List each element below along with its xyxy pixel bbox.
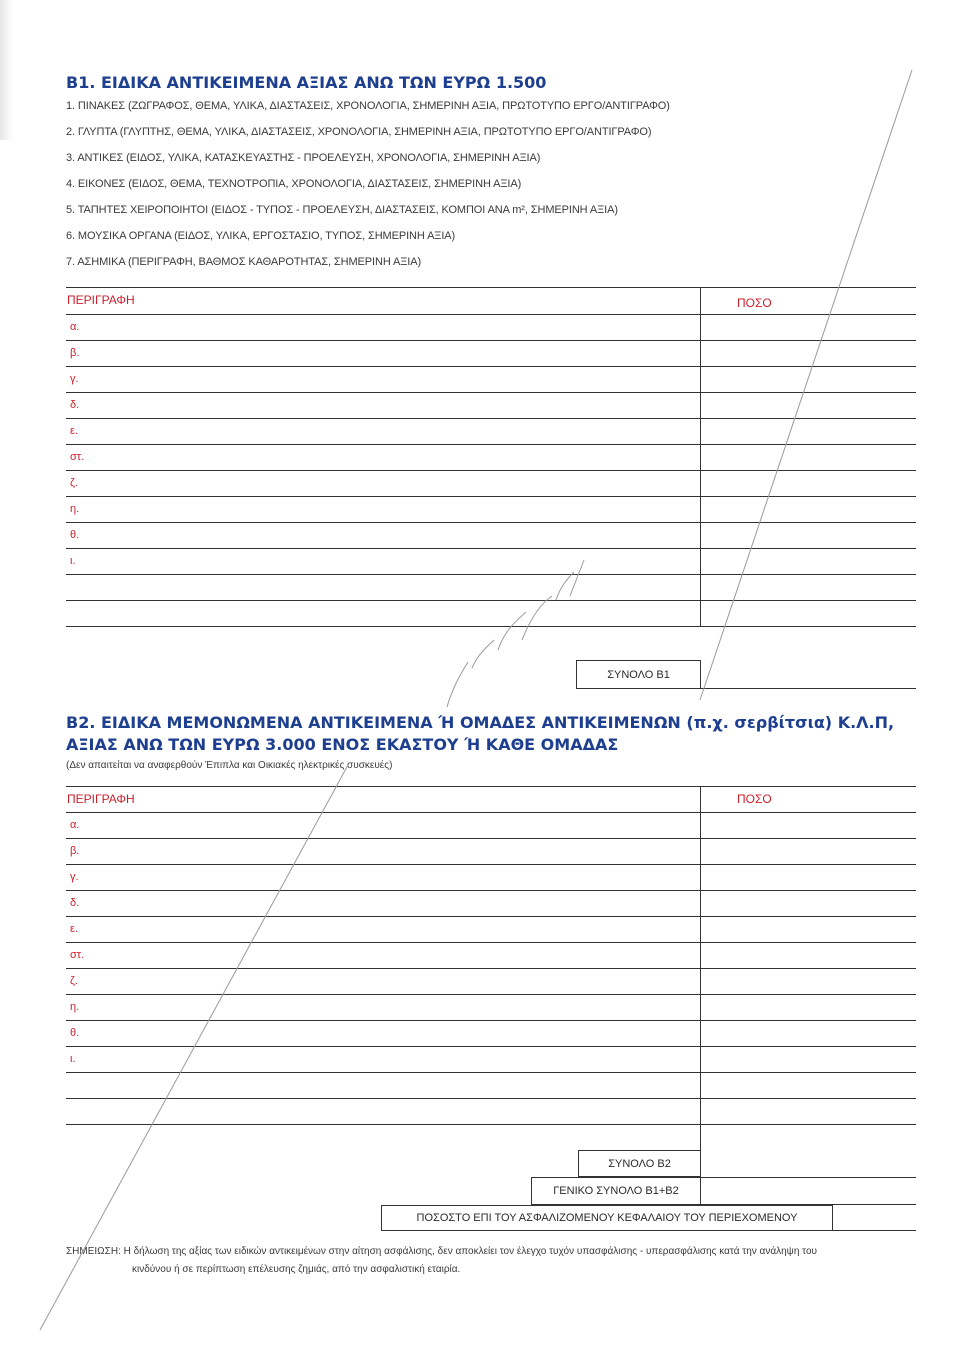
b2-row-label: γ. — [70, 871, 79, 883]
b1-row-label: ι. — [70, 555, 76, 567]
b2-row-label: η. — [70, 1001, 80, 1013]
b1-col-amount: ΠΟΣΟ — [737, 296, 772, 310]
b2-row-label: ζ. — [70, 975, 78, 987]
b1-row-label: η. — [70, 503, 80, 515]
b2-row-label: στ. — [70, 949, 85, 961]
b2-row-label: α. — [70, 819, 80, 831]
b1-row-label: ζ. — [70, 477, 78, 489]
b1-row-label: στ. — [70, 451, 85, 463]
section-b1-title: B1. ΕΙΔΙΚΑ ΑΝΤΙΚΕΙΜΕΝΑ ΑΞΙΑΣ ΑΝΩ ΤΩΝ ΕΥΡΩ 1.500 — [66, 73, 547, 92]
b1-category-4: 4. ΕΙΚΟΝΕΣ (ΕΙΔΟΣ, ΘΕΜΑ, ΤΕΧΝΟΤΡΟΠΙΑ, ΧΡΟΝΟΛΟΓΙΑ, ΔΙΑΣΤΑΣΕΙΣ, ΣΗΜΕΡΙΝΗ ΑΞΙΑ) — [66, 178, 522, 190]
b1-row-label: β. — [70, 347, 80, 359]
b1-row-label: θ. — [70, 529, 80, 541]
b1-category-3: 3. ΑΝΤΙΚΕΣ (ΕΙΔΟΣ, ΥΛΙΚΑ, ΚΑΤΑΣΚΕΥΑΣΤΗΣ - ΠΡΟΕΛΕΥΣΗ, ΧΡΟΝΟΛΟΓΙΑ, ΣΗΜΕΡΙΝΗ ΑΞΙΑ) — [66, 152, 541, 164]
b1-total-label: ΣΥΝΟΛΟ Β1 — [576, 660, 701, 689]
section-b2-title: Β2. ΕΙΔΙΚΑ ΜΕΜΟΝΩΜΕΝΑ ΑΝΤΙΚΕΙΜΕΝΑ Ή ΟΜΑΔΕΣ ΑΝΤΙΚΕΙΜΕΝΩΝ (π.χ. σερβίτσια) Κ.Λ.Π, — [66, 713, 895, 732]
b2-strike-line — [40, 765, 348, 1330]
b1-category-2: 2. ΓΛΥΠΤΑ (ΓΛΥΠΤΗΣ, ΘΕΜΑ, ΥΛΙΚΑ, ΔΙΑΣΤΑΣΕΙΣ, ΧΡΟΝΟΛΟΓΙΑ, ΣΗΜΕΡΙΝΗ ΑΞΙΑ, ΠΡΩΤΟΤΥΠΟ ΕΡΓΟ/ΑΝΤΙΓΡΑΦΟ) — [66, 126, 652, 138]
b1-row-label: ε. — [70, 425, 78, 437]
b1-row-label: α. — [70, 321, 80, 333]
b2-total-label: ΣΥΝΟΛΟ Β2 — [578, 1150, 701, 1177]
section-b2-subtitle: (Δεν απαιτείται να αναφερθούν Έπιπλα και Οικιακές ηλεκτρικές συσκευές) — [66, 760, 393, 771]
b2-row-label: δ. — [70, 897, 80, 909]
b2-row-label: β. — [70, 845, 80, 857]
b1-category-7: 7. ΑΣΗΜΙΚΑ (ΠΕΡΙΓΡΑΦΗ, ΒΑΘΜΟΣ ΚΑΘΑΡΟΤΗΤΑΣ, ΣΗΜΕΡΙΝΗ ΑΞΙΑ) — [66, 256, 422, 268]
b2-col-amount: ΠΟΣΟ — [737, 792, 772, 806]
b2-row-label: ι. — [70, 1053, 76, 1065]
grand-total-label: ΓΕΝΙΚΟ ΣΥΝΟΛΟ Β1+Β2 — [531, 1177, 701, 1205]
b2-row-label: θ. — [70, 1027, 80, 1039]
b2-col-description: ΠΕΡΙΓΡΑΦΗ — [67, 792, 135, 806]
footnote-line-2: κινδύνου ή σε περίπτωση επέλευσης ζημιάς, από την ασφαλιστική εταιρία. — [132, 1264, 461, 1275]
section-b2-title-line2: ΑΞΙΑΣ ΑΝΩ ΤΩΝ ΕΥΡΩ 3.000 ΕΝΟΣ ΕΚΑΣΤΟΥ Ή ΚΑΘΕ ΟΜΑΔΑΣ — [66, 735, 619, 754]
b1-row-label: γ. — [70, 373, 79, 385]
b1-row-label: δ. — [70, 399, 80, 411]
b1-strike-line — [700, 70, 912, 700]
b1-category-1: 1. ΠΙΝΑΚΕΣ (ΖΩΓΡΑΦΟΣ, ΘΕΜΑ, ΥΛΙΚΑ, ΔΙΑΣΤΑΣΕΙΣ, ΧΡΟΝΟΛΟΓΙΑ, ΣΗΜΕΡΙΝΗ ΑΞΙΑ, ΠΡΩΤΟΤΥΠΟ ΕΡΓΟ/ΑΝΤΙΓΡΑΦΟ) — [66, 100, 670, 112]
b1-category-5: 5. ΤΑΠΗΤΕΣ ΧΕΙΡΟΠΟΙΗΤΟΙ (ΕΙΔΟΣ - ΤΥΠΟΣ - ΠΡΟΕΛΕΥΣΗ, ΔΙΑΣΤΑΣΕΙΣ, ΚΟΜΠΟΙ ΑΝΑ m², ΣΗΜΕΡΙΝΗ ΑΞΙΑ) — [66, 204, 618, 216]
b1-category-6: 6. ΜΟΥΣΙΚΑ ΟΡΓΑΝΑ (ΕΙΔΟΣ, ΥΛΙΚΑ, ΕΡΓΟΣΤΑΣΙΟ, ΤΥΠΟΣ, ΣΗΜΕΡΙΝΗ ΑΞΙΑ) — [66, 230, 456, 242]
b2-row-label: ε. — [70, 923, 78, 935]
footnote-line-1: ΣΗΜΕΙΩΣΗ: Η δήλωση της αξίας των ειδικών αντικειμένων στην αίτηση ασφάλισης, δεν αποκλείει τον έλεγχο τυχόν υπασφάλισης - υπερασφάλισης κατά την ανάληψη του — [66, 1246, 817, 1257]
b1-col-description: ΠΕΡΙΓΡΑΦΗ — [67, 293, 135, 307]
percentage-label: ΠΟΣΟΣΤΟ ΕΠΙ ΤΟΥ ΑΣΦΑΛΙΖΟΜΕΝΟΥ ΚΕΦΑΛΑΙΟΥ ΤΟΥ ΠΕΡΙΕΧΟΜΕΝΟΥ — [381, 1205, 833, 1231]
handwritten-scribble — [447, 560, 584, 707]
